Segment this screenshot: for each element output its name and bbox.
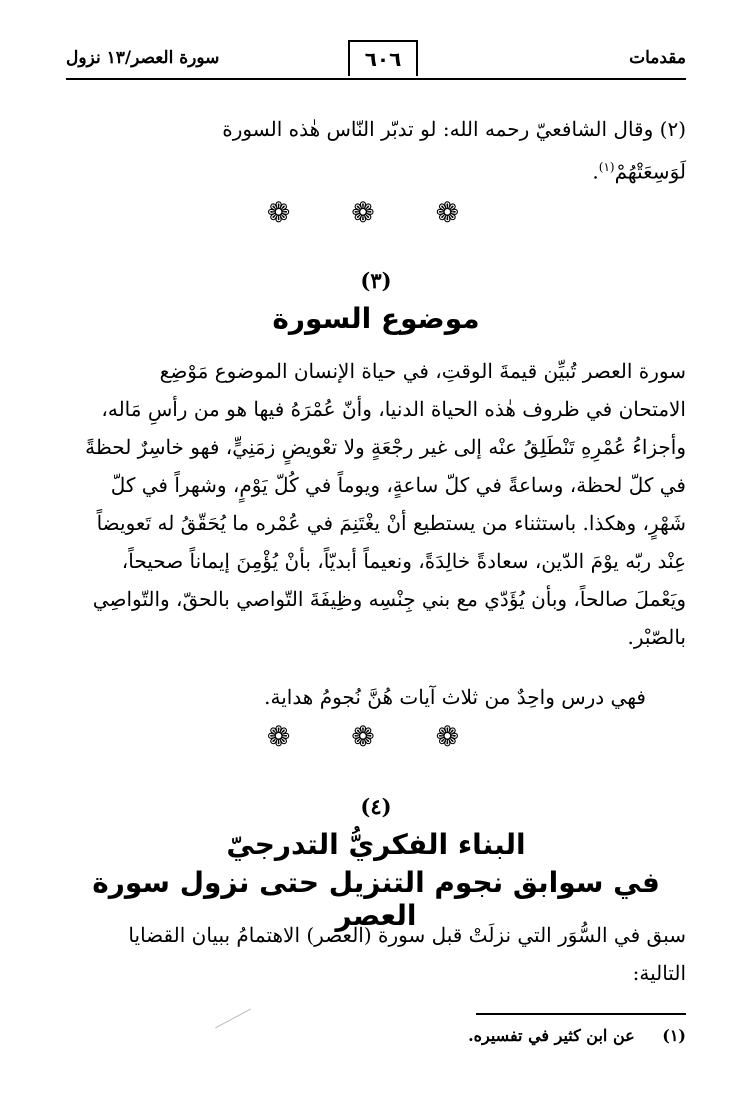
shafii-line-1: (٢) وقال الشافعيّ رحمه الله: لو تدبّر النّاس هٰذه السورة	[222, 117, 686, 141]
body-line: بالصّبْر.	[627, 625, 686, 649]
section-4-title-line-1: البناء الفكريُّ التدرجيّ	[226, 828, 526, 861]
body-line: عِنْد ربّه يوْمَ الدّين، سعادةً خالِدَةً، ونعيماً أبديّاً، بأنْ يُؤْمِنَ إيماناً صحيحاً،	[121, 549, 686, 573]
section-3-title: موضوع السورة	[272, 302, 480, 335]
header-rule	[66, 78, 686, 80]
section-3-closing: فهي درس واحِدٌ من ثلاث آيات هُنَّ نُجومُ هداية.	[264, 685, 646, 709]
footnote-number: (١)	[662, 1026, 686, 1045]
body-line: سبق في السُّوَر التي نزلَتْ قبل سورة (العصر) الاهتمامُ ببيان القضايا	[128, 923, 686, 947]
ornament-divider: ❁ ❁ ❁	[266, 196, 486, 229]
section-4-title-line-2: في سوابق نجوم التنزيل حتى نزول سورة العصر	[92, 866, 660, 932]
body-line: ويَعْملَ صالحاً، وبأن يُؤَدّي مع بني جِنْسِه وظِيفَةَ التّواصي بالحقّ، والتّواصِي	[92, 587, 686, 611]
body-line: الامتحان في ظروف هٰذه الحياة الدنيا، وأنّ عُمْرَهُ فيها هو من رأسِ مَاله،	[101, 397, 686, 421]
ornament-divider: ❁ ❁ ❁	[266, 720, 486, 753]
body-line: التالية:	[632, 961, 686, 985]
body-line: سورة العصر تُبيِّن قيمةَ الوقتِ، في حياة الإنسان الموضوع مَوْضِع	[159, 359, 686, 383]
body-line: وأجزاءُ عُمْرِهِ تَنْطَلِقُ عنْه إلى غير رجْعَةٍ ولا تعْويضٍ زمَنِيٍّ، فهو خاسِرٌ لحظةً	[85, 435, 686, 459]
shafii-line-2-text: لَوَسِعَتْهُمْ	[614, 159, 686, 184]
section-4-number: (٤)	[360, 794, 392, 819]
section-3-number: (٣)	[360, 268, 392, 293]
shafii-quote-paragraph	[66, 110, 686, 191]
body-line: شَهْرٍ، وهكذا. باستثناء من يستطيع أنْ يغْتَنِمَ في عُمْره ما يُحَقّقُ له تَعويضاً	[96, 511, 686, 535]
header-book-part: مقدمات	[629, 48, 686, 68]
page-number: ٦٠٦	[348, 40, 418, 76]
header-surah-title: سورة العصر/١٣ نزول	[66, 48, 220, 68]
running-header	[66, 40, 686, 80]
section-4-body	[66, 916, 686, 992]
section-3-body	[66, 352, 686, 656]
footnote	[66, 1026, 686, 1045]
footnote-text: عن ابن كثير في تفسيره.	[468, 1026, 635, 1045]
shafii-line-2-end: .	[592, 159, 599, 184]
shafii-line-2	[66, 148, 686, 191]
footnote-ref: (١)	[598, 160, 615, 174]
footnote-rule	[476, 1013, 686, 1015]
body-line: في كلّ لحظة، وساعةً في كلّ ساعةٍ، ويوماً في كُلّ يَوْمٍ، وشهراً في كلّ	[110, 473, 686, 497]
